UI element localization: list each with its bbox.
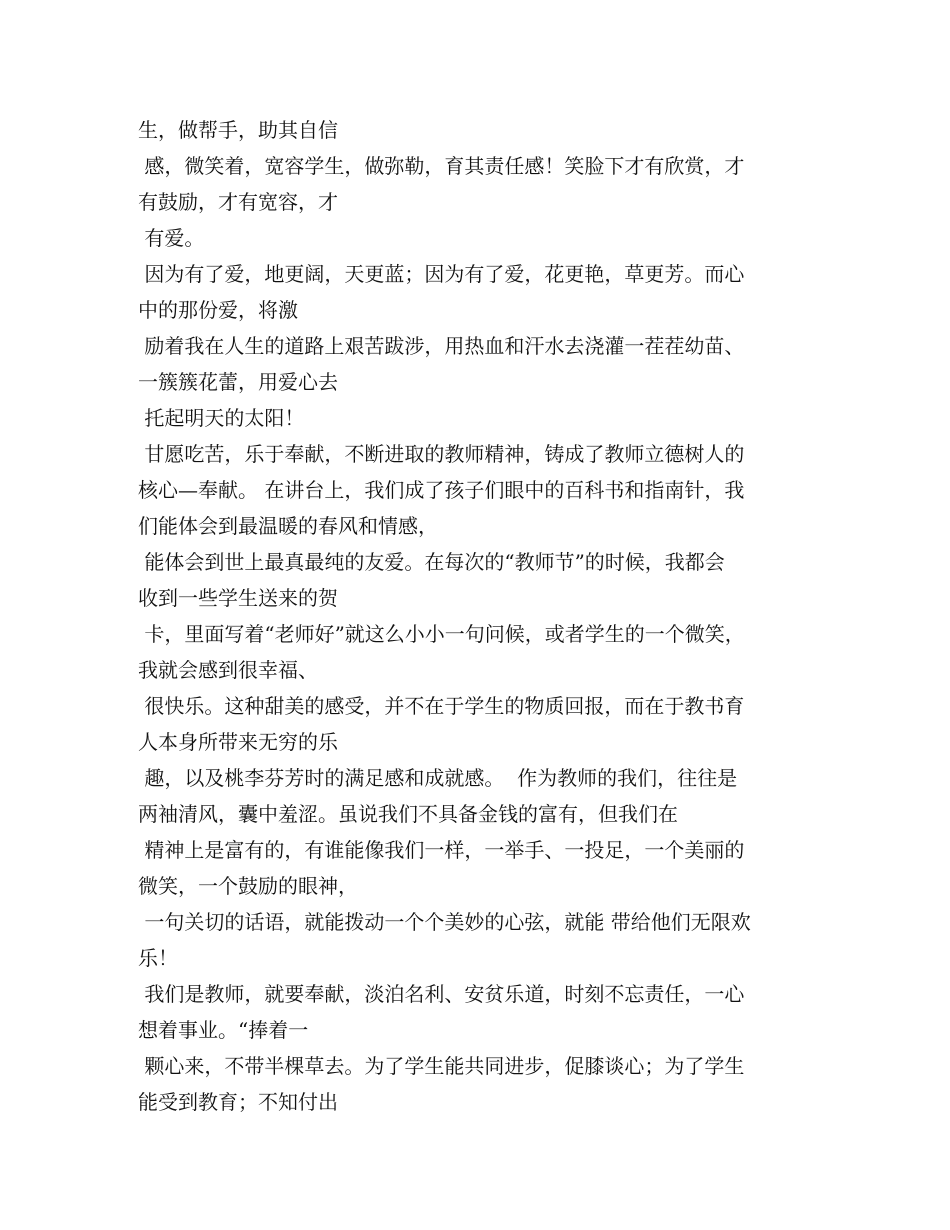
- text-line: 人本身所带来无穷的乐: [138, 730, 338, 754]
- text-line: 们能体会到最温暖的春风和情感，: [138, 514, 438, 538]
- text-line: 趣，以及桃李芬芳时的满足感和成就感。 作为教师的我们，往往是: [138, 766, 738, 790]
- text-line: 有鼓励，才有宽容，才: [138, 190, 338, 214]
- text-line: 卡，里面写着“老师好”就这么小小一句问候，或者学生的一个微笑，: [138, 622, 745, 646]
- text-line: 一簇簇花蕾，用爱心去: [138, 370, 338, 394]
- text-line: 甘愿吃苦，乐于奉献，不断进取的教师精神，铸成了教师立德树人的: [138, 442, 745, 466]
- text-line: 励着我在人生的道路上艰苦跋涉，用热血和汗水去浇灌一茬茬幼苗、: [138, 334, 745, 358]
- text-line: 中的那份爱，将激: [138, 298, 298, 322]
- text-line: 收到一些学生送来的贺: [138, 586, 338, 610]
- text-line: 能体会到世上最真最纯的友爱。在每次的“教师节”的时候，我都会: [138, 550, 725, 574]
- text-line: 乐！: [138, 946, 178, 970]
- text-line: 托起明天的太阳！: [138, 406, 305, 430]
- text-line: 颗心来，不带半棵草去。为了学生能共同进步，促膝谈心；为了学生: [138, 1054, 745, 1078]
- text-line: 我就会感到很幸福、: [138, 658, 318, 682]
- text-line: 想着事业。“捧着一: [138, 1018, 309, 1042]
- text-line: 精神上是富有的，有谁能像我们一样，一举手、一投足，一个美丽的: [138, 838, 745, 862]
- text-line: 一句关切的话语，就能拨动一个个美妙的心弦，就能 带给他们无限欢: [138, 910, 751, 934]
- document-body: [138, 112, 828, 1120]
- text-line: 核心—奉献。 在讲台上，我们成了孩子们眼中的百科书和指南针，我: [138, 478, 745, 502]
- text-line: 感，微笑着，宽容学生，做弥勒，育其责任感！笑脸下才有欣赏，才: [138, 154, 745, 178]
- text-line: 我们是教师，就要奉献，淡泊名利、安贫乐道，时刻不忘责任，一心: [138, 982, 745, 1006]
- text-line: 生，做帮手，助其自信: [138, 118, 338, 142]
- text-line: 微笑，一个鼓励的眼神，: [138, 874, 358, 898]
- text-line: 因为有了爱，地更阔，天更蓝；因为有了爱，花更艳，草更芳。而心: [138, 262, 745, 286]
- text-line: 两袖清风，囊中羞涩。虽说我们不具备金钱的富有，但我们在: [138, 802, 678, 826]
- text-line: 能受到教育；不知付出: [138, 1090, 338, 1114]
- text-line: 有爱。: [138, 226, 205, 250]
- text-line: 很快乐。这种甜美的感受，并不在于学生的物质回报，而在于教书育: [138, 694, 745, 718]
